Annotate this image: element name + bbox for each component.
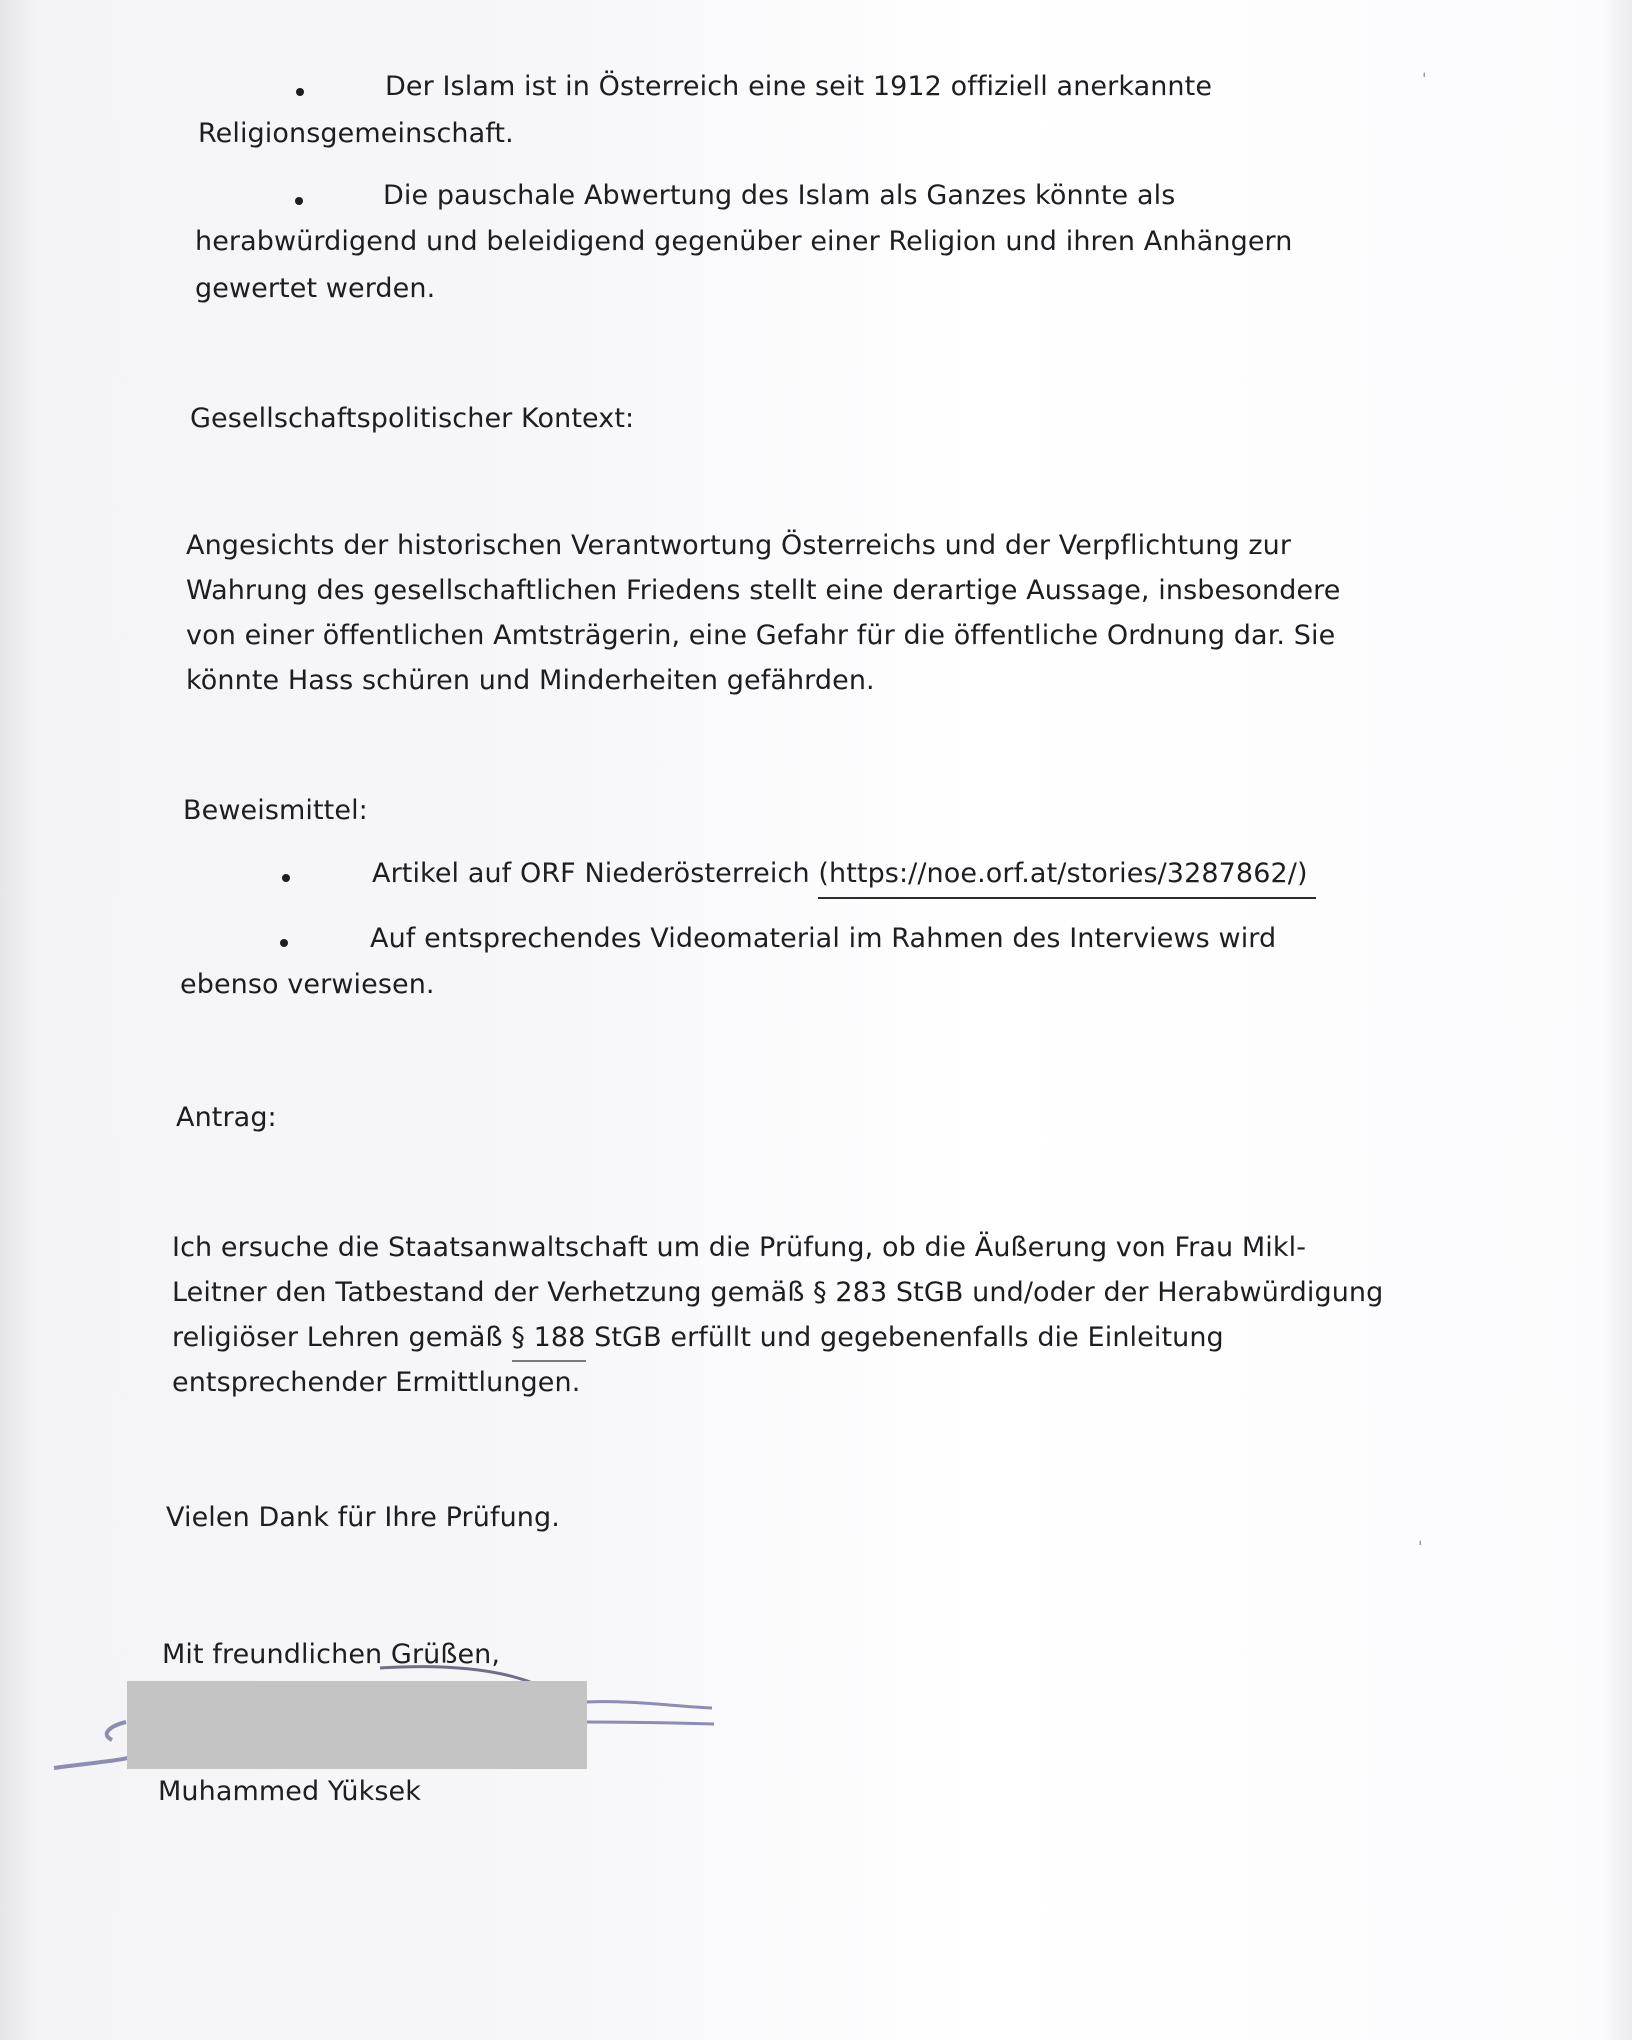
bullet-dot — [296, 88, 304, 96]
context-line: von einer öffentlichen Amtsträgerin, eine Gefahr für die öffentliche Ordnung dar. Sie — [186, 620, 1336, 651]
context-line: Angesichts der historischen Verantwortung Österreichs und der Verpflichtung zur — [186, 530, 1292, 561]
context-heading: Gesellschaftspolitischer Kontext: — [190, 403, 635, 434]
bullet-2-continuation-1: herabwürdigend und beleidigend gegenüber einer Religion und ihren Anhängern — [195, 226, 1293, 257]
scan-mark: ˈ — [1418, 1538, 1423, 1557]
bullet-2-continuation-2: gewertet werden. — [195, 273, 436, 304]
signer-name: Muhammed Yüksek — [158, 1776, 421, 1807]
scan-shadow-left — [0, 0, 40, 2040]
request-line: entsprechender Ermittlungen. — [172, 1367, 581, 1398]
bullet-1-continuation: Religionsgemeinschaft. — [198, 118, 514, 149]
context-line: könnte Hass schüren und Minderheiten gefährden. — [186, 665, 875, 696]
request-line: Ich ersuche die Staatsanwaltschaft um die Prüfung, ob die Äußerung von Frau Mikl- — [172, 1232, 1307, 1263]
bullet-dot — [282, 874, 290, 882]
request-line: Leitner den Tatbestand der Verhetzung gemäß § 283 StGB und/oder der Herabwürdigung — [172, 1277, 1384, 1308]
bullet-dot — [280, 939, 288, 947]
request-line: religiöser Lehren gemäß § 188 StGB erfüllt und gegebenenfalls die Einleitung — [172, 1322, 1224, 1353]
scan-mark: ˈ — [1422, 70, 1427, 89]
context-line: Wahrung des gesellschaftlichen Friedens stellt eine derartige Aussage, insbesondere — [186, 575, 1341, 606]
evidence-item-1-text: Artikel auf ORF Niederösterreich — [372, 858, 819, 889]
bullet-2-first-line: Die pauschale Abwertung des Islam als Ganzes könnte als — [383, 180, 1176, 211]
request-heading: Antrag: — [176, 1102, 277, 1133]
redacted-signature-box — [127, 1681, 587, 1769]
thanks-line: Vielen Dank für Ihre Prüfung. — [166, 1502, 560, 1533]
evidence-item-1 — [372, 852, 1308, 896]
scan-shadow-right — [1602, 0, 1632, 2040]
evidence-item-2-first-line: Auf entsprechendes Videomaterial im Rahmen des Interviews wird — [370, 923, 1277, 954]
orf-article-link[interactable]: (https://noe.orf.at/stories/3287862/) — [818, 858, 1308, 889]
evidence-heading: Beweismittel: — [183, 795, 368, 826]
bullet-1-first-line: Der Islam ist in Österreich eine seit 1912 offiziell anerkannte — [385, 71, 1213, 102]
bullet-dot — [295, 197, 303, 205]
link-underline — [818, 897, 1316, 899]
evidence-item-2-continuation: ebenso verwiesen. — [180, 969, 435, 1000]
greeting-line: Mit freundlichen Grüßen, — [162, 1639, 501, 1670]
